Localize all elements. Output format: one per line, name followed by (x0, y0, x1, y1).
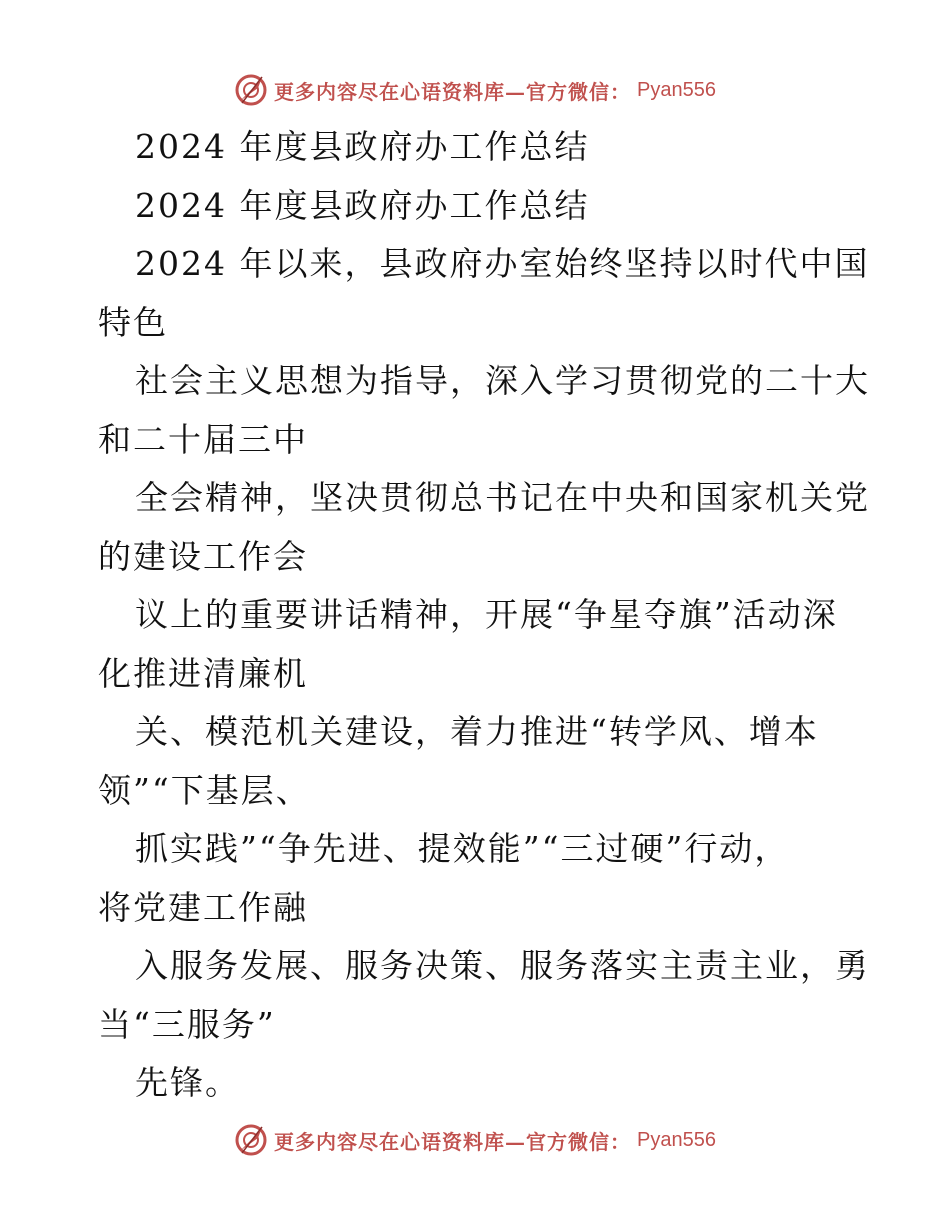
text-line: 先锋。 (135, 1063, 240, 1102)
text-line: 议上的重要讲话精神，开展“争星夺旗”活动深 (135, 595, 838, 634)
text-line: 领”“下基层、 (98, 770, 311, 810)
text-line: 抓实践”“争先进、提效能”“三过硬”行动， (135, 829, 790, 868)
header-watermark-id: Pyan556 (637, 78, 716, 101)
footer-watermark-id: Pyan556 (637, 1128, 716, 1151)
text-line: 将党建工作融 (98, 887, 308, 927)
header-watermark-text: 更多内容尽在心语资料库—官方微信： (274, 79, 632, 104)
text-line: 全会精神，坚决贯彻总书记在中央和国家机关党 (135, 478, 870, 517)
text-line: 和二十届三中 (98, 419, 308, 459)
document-body (98, 118, 870, 1113)
footer-watermark-banner (0, 1120, 950, 1160)
text-line: 入服务发展、服务决策、服务落实主责主业，勇 (135, 946, 870, 985)
text-line: 当“三服务” (98, 1004, 276, 1044)
header-watermark-banner (0, 70, 950, 110)
footer-watermark-text: 更多内容尽在心语资料库—官方微信： (274, 1129, 632, 1154)
text-line: 2024 年度县政府办工作总结 (135, 127, 590, 166)
text-line: 社会主义思想为指导，深入学习贯彻党的二十大 (135, 361, 870, 400)
text-line: 2024 年度县政府办工作总结 (135, 185, 590, 225)
text-line: 化推进清廉机 (98, 653, 308, 693)
quill-logo-icon (234, 1123, 268, 1157)
text-line: 特色 (98, 302, 168, 342)
quill-logo-icon (234, 73, 268, 107)
text-line: 关、模范机关建设，着力推进“转学风、增本 (135, 712, 819, 751)
text-line: 的建设工作会 (98, 536, 308, 576)
text-line: 2024 年以来，县政府办室始终坚持以时代中国 (135, 244, 870, 283)
